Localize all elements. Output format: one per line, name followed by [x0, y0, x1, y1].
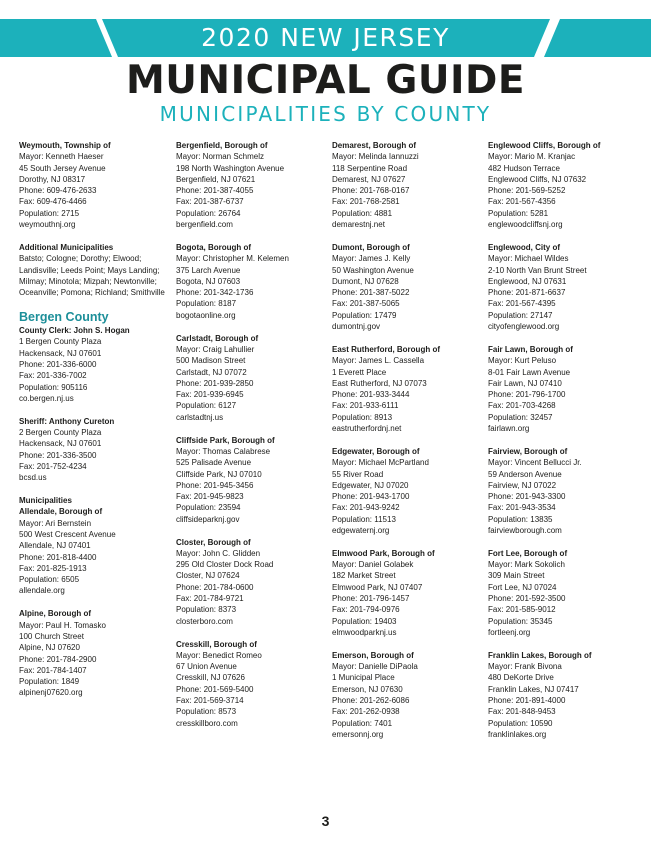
additional-municipalities-list: Batsto; Cologne; Dorothy; Elwood; Landisville; Leeds Point; Mays Landing; Milmay; Minotola; Mizpah; Newtonville; Oceanville; Pomona; Richland; Smithville	[19, 254, 165, 298]
entry-east-rutherford	[332, 344, 480, 434]
entry-line: Mayor: Michael Wildes	[488, 254, 569, 264]
entry-line: bergenfield.com	[176, 220, 233, 230]
entry-line: 67 Union Avenue	[176, 662, 237, 672]
entry-name: Cresskill, Borough of	[176, 639, 257, 649]
entry-line: Mayor: Craig Lahullier	[176, 344, 255, 354]
entry-line: Fax: 201-784-1407	[19, 665, 87, 675]
entry-line: Mayor: James J. Kelly	[332, 254, 411, 264]
entry-line: Fax: 201-387-5065	[332, 299, 400, 309]
entry-line: Fax: 201-703-4268	[488, 401, 556, 411]
entry-name: Englewood, City of	[488, 242, 560, 252]
entry-line: Fairview, NJ 07022	[488, 480, 557, 490]
entry-line: franklinlakes.org	[488, 729, 547, 739]
entry-line: Fax: 201-933-6111	[332, 401, 399, 411]
entry-line: Fax: 201-848-9453	[488, 707, 556, 717]
entry-line: Phone: 201-945-3456	[176, 480, 254, 490]
entry-line: Bogota, NJ 07603	[176, 276, 241, 286]
entry-franklin-lakes	[488, 650, 636, 740]
municipalities-heading-block	[19, 495, 167, 506]
entry-line: Mayor: Benedict Romeo	[176, 650, 262, 660]
entry-dumont	[332, 242, 480, 332]
entry-edgewater	[332, 446, 480, 536]
entry-line: Dumont, NJ 07628	[332, 276, 399, 286]
entry-bergenfield	[176, 140, 324, 230]
column-3	[332, 140, 480, 752]
entry-line: 482 Hudson Terrace	[488, 163, 560, 173]
entry-fairview	[488, 446, 636, 536]
entry-name: Edgewater, Borough of	[332, 446, 420, 456]
entry-line: cresskillboro.com	[176, 718, 238, 728]
entry-line: Population: 6127	[176, 401, 237, 411]
entry-line: Fax: 201-336-7002	[19, 371, 87, 381]
entry-line: Fax: 201-945-9823	[176, 492, 244, 502]
county-heading: Bergen County	[19, 310, 109, 325]
entry-bogota	[176, 242, 324, 321]
entry-name: Fort Lee, Borough of	[488, 548, 568, 558]
entry-line: 59 Anderson Avenue	[488, 469, 562, 479]
entry-name: Weymouth, Township of	[19, 141, 111, 150]
entry-line: Fax: 201-752-4234	[19, 461, 87, 471]
entry-cresskill	[176, 639, 324, 729]
entry-name: Demarest, Borough of	[332, 141, 417, 150]
municipalities-heading: Municipalities	[19, 496, 72, 506]
entry-line: allendale.org	[19, 586, 65, 596]
entry-line: dumontnj.gov	[332, 322, 381, 332]
entry-line: Phone: 201-871-6637	[488, 288, 566, 298]
entry-line: Mayor: Kenneth Haeser	[19, 152, 104, 162]
entry-sheriff	[19, 416, 167, 484]
entry-line: cityofenglewood.org	[488, 322, 560, 332]
entry-county-clerk	[19, 325, 167, 404]
entry-line: Fax: 201-939-6945	[176, 390, 244, 400]
entry-line: eastrutherfordnj.net	[332, 424, 402, 434]
entry-line: Phone: 201-387-4055	[176, 186, 254, 196]
entry-englewood-cliffs	[488, 140, 636, 230]
entry-line: carlstadtnj.us	[176, 412, 224, 422]
entry-line: Phone: 201-784-0600	[176, 582, 254, 592]
entry-name: Alpine, Borough of	[19, 609, 91, 619]
entry-line: edgewaternj.org	[332, 525, 390, 535]
entry-line: elmwoodparknj.us	[332, 627, 397, 637]
entry-line: Population: 32457	[488, 412, 553, 422]
entry-line: Fax: 201-768-2581	[332, 197, 400, 207]
entry-line: Population: 11513	[332, 514, 396, 524]
entry-line: englewoodcliffsnj.org	[488, 220, 563, 230]
entry-name: Elmwood Park, Borough of	[332, 548, 435, 558]
entry-line: Alpine, NJ 07620	[19, 643, 80, 653]
entry-line: Fax: 201-825-1913	[19, 563, 87, 573]
entry-weymouth	[19, 140, 167, 230]
entry-line: fairviewborough.com	[488, 525, 562, 535]
entry-line: Fax: 201-569-3714	[176, 696, 244, 706]
entry-line: Cresskill, NJ 07626	[176, 673, 245, 683]
entry-name: Fairview, Borough of	[488, 446, 568, 456]
entry-line: Population: 35345	[488, 616, 553, 626]
entry-name: Franklin Lakes, Borough of	[488, 650, 592, 660]
entry-name: Emerson, Borough of	[332, 650, 414, 660]
entry-line: Hackensack, NJ 07601	[19, 348, 102, 358]
entry-line: Mayor: James L. Cassella	[332, 356, 425, 366]
entry-line: 375 Larch Avenue	[176, 265, 241, 275]
entry-line: Closter, NJ 07624	[176, 571, 240, 581]
entry-line: bogotaonline.org	[176, 310, 236, 320]
entry-line: 525 Palisade Avenue	[176, 458, 252, 468]
entry-line: 50 Washington Avenue	[332, 265, 414, 275]
entry-name: Bergenfield, Borough of	[176, 141, 268, 150]
entry-line: Mayor: John C. Glidden	[176, 548, 261, 558]
entry-line: demarestnj.net	[332, 220, 385, 230]
entry-line: 1 Municipal Place	[332, 673, 395, 683]
entry-carlstadt	[176, 333, 324, 423]
entry-line: 118 Serpentine Road	[332, 163, 408, 173]
entry-line: Fax: 201-585-9012	[488, 605, 556, 615]
entry-line: Fax: 201-943-9242	[332, 503, 400, 513]
entry-line: Population: 26764	[176, 208, 241, 218]
entry-line: Phone: 609-476-2633	[19, 186, 97, 196]
entry-line: fortleenj.org	[488, 627, 531, 637]
entry-line: Allendale, NJ 07401	[19, 541, 91, 551]
entry-name: Englewood Cliffs, Borough of	[488, 141, 601, 150]
entry-line: Population: 13835	[488, 514, 553, 524]
entry-line: Mayor: Daniel Golabek	[332, 560, 414, 570]
entry-line: Phone: 201-939-2850	[176, 378, 254, 388]
entry-fort-lee	[488, 548, 636, 638]
entry-line: fairlawn.org	[488, 424, 530, 434]
entry-line: Population: 10590	[488, 718, 553, 728]
entry-line: Population: 4881	[332, 208, 393, 218]
entry-name: Carlstadt, Borough of	[176, 333, 259, 343]
entry-line: Englewood Cliffs, NJ 07632	[488, 174, 587, 184]
entry-line: Population: 7401	[332, 718, 393, 728]
entry-line: Fax: 201-794-0976	[332, 605, 400, 615]
entry-line: Fair Lawn, NJ 07410	[488, 378, 562, 388]
entry-name: Dumont, Borough of	[332, 242, 410, 252]
entry-line: 480 DeKorte Drive	[488, 673, 554, 683]
entry-line: Phone: 201-818-4400	[19, 552, 97, 562]
entry-line: Demarest, NJ 07627	[332, 174, 406, 184]
column-1	[19, 140, 167, 710]
entry-line: Mayor: Norman Schmelz	[176, 152, 265, 162]
entry-line: Carlstadt, NJ 07072	[176, 367, 247, 377]
additional-municipalities-heading: Additional Municipalities	[19, 242, 114, 252]
entry-line: Hackensack, NJ 07601	[19, 439, 102, 449]
entry-englewood	[488, 242, 636, 332]
entry-line: Phone: 201-784-2900	[19, 654, 97, 664]
entry-line: 55 River Road	[332, 469, 384, 479]
entry-line: Population: 19403	[332, 616, 397, 626]
entry-line: emersonnj.org	[332, 729, 384, 739]
entry-line: Population: 905116	[19, 382, 88, 392]
entry-line: Phone: 201-336-3500	[19, 450, 97, 460]
entry-line: Phone: 201-891-4000	[488, 696, 566, 706]
entry-line: 309 Main Street	[488, 571, 545, 581]
entry-line: Phone: 201-592-3500	[488, 594, 566, 604]
entry-line: alpinenj07620.org	[19, 688, 83, 698]
entry-name: Fair Lawn, Borough of	[488, 344, 573, 354]
column-4	[488, 140, 636, 752]
additional-municipalities	[19, 242, 167, 298]
entry-line: Mayor: Vincent Bellucci Jr.	[488, 458, 582, 468]
entry-line: 1 Everett Place	[332, 367, 387, 377]
entry-line: East Rutherford, NJ 07073	[332, 378, 427, 388]
entry-line: Phone: 201-336-6000	[19, 359, 97, 369]
entry-line: Mayor: Ari Bernstein	[19, 518, 92, 528]
entry-line: Phone: 201-387-5022	[332, 288, 410, 298]
entry-line: Mayor: Mario M. Kranjac	[488, 152, 576, 162]
entry-line: Population: 23594	[176, 503, 241, 513]
entry-line: Fort Lee, NJ 07024	[488, 582, 557, 592]
entry-emerson	[332, 650, 480, 740]
entry-name: East Rutherford, Borough of	[332, 344, 440, 354]
entry-line: Phone: 201-569-5400	[176, 684, 254, 694]
entry-line: Mayor: Frank Bivona	[488, 662, 562, 672]
entry-line: Population: 6505	[19, 575, 80, 585]
entry-line: Fax: 201-943-3534	[488, 503, 556, 513]
entry-alpine	[19, 608, 167, 698]
entry-fair-lawn	[488, 344, 636, 434]
entry-line: Population: 2715	[19, 208, 80, 218]
entry-line: Population: 8913	[332, 412, 393, 422]
entry-name: Allendale, Borough of	[19, 507, 103, 517]
entry-line: Edgewater, NJ 07020	[332, 480, 409, 490]
entry-line: Population: 8373	[176, 605, 237, 615]
entry-line: Population: 8573	[176, 707, 237, 717]
entry-line: closterboro.com	[176, 616, 233, 626]
entry-line: 500 West Crescent Avenue	[19, 529, 116, 539]
entry-line: Mayor: Paul H. Tomasko	[19, 620, 106, 630]
entry-line: Englewood, NJ 07631	[488, 276, 567, 286]
entry-name: Cliffside Park, Borough of	[176, 435, 275, 445]
entry-allendale	[19, 506, 167, 596]
entry-name: Closter, Borough of	[176, 537, 251, 547]
entry-demarest	[332, 140, 480, 230]
entry-line: 45 South Jersey Avenue	[19, 163, 106, 173]
entry-line: 198 North Washington Avenue	[176, 163, 285, 173]
entry-line: Population: 27147	[488, 310, 553, 320]
entry-name: Bogota, Borough of	[176, 242, 252, 252]
entry-line: Fax: 201-567-4395	[488, 299, 556, 309]
entry-line: 500 Madison Street	[176, 356, 246, 366]
entry-line: bcsd.us	[19, 473, 47, 483]
subtitle: MUNICIPALITIES BY COUNTY	[159, 102, 492, 126]
entry-line: 295 Old Closter Dock Road	[176, 560, 274, 570]
entry-cliffside-park	[176, 435, 324, 525]
column-2	[176, 140, 324, 741]
entry-line: Mayor: Danielle DiPaola	[332, 662, 418, 672]
entry-closter	[176, 537, 324, 627]
entry-line: Mayor: Mark Sokolich	[488, 560, 565, 570]
entry-line: Mayor: Michael McPartland	[332, 458, 429, 468]
entry-name: County Clerk: John S. Hogan	[19, 326, 130, 336]
page-number: 3	[321, 813, 330, 829]
entry-line: Mayor: Thomas Calabrese	[176, 446, 271, 456]
entry-line: Bergenfield, NJ 07621	[176, 174, 256, 184]
entry-line: Fax: 609-476-4466	[19, 197, 87, 207]
entry-line: 2 Bergen County Plaza	[19, 428, 102, 438]
entry-line: 2-10 North Van Brunt Street	[488, 265, 587, 275]
entry-line: Phone: 201-943-3300	[488, 492, 566, 502]
entry-line: Fax: 201-567-4356	[488, 197, 556, 207]
entry-line: Fax: 201-387-6737	[176, 197, 244, 207]
main-title: MUNICIPAL GUIDE	[125, 58, 526, 103]
entry-line: co.bergen.nj.us	[19, 393, 74, 403]
entry-line: Population: 5281	[488, 208, 549, 218]
entry-line: Population: 8187	[176, 299, 237, 309]
entry-line: Cliffside Park, NJ 07010	[176, 469, 262, 479]
entry-line: Phone: 201-933-3444	[332, 390, 410, 400]
entry-line: Fax: 201-262-0938	[332, 707, 400, 717]
entry-line: Population: 1849	[19, 677, 80, 687]
entry-line: Mayor: Melinda Iannuzzi	[332, 152, 419, 162]
header-banner	[0, 19, 651, 57]
entry-line: 8-01 Fair Lawn Avenue	[488, 367, 571, 377]
entry-line: 1 Bergen County Plaza	[19, 337, 102, 347]
entry-elmwood-park	[332, 548, 480, 638]
entry-line: Phone: 201-262-6086	[332, 696, 410, 706]
entry-line: Phone: 201-943-1700	[332, 492, 410, 502]
entry-line: cliffsideparknj.gov	[176, 514, 240, 524]
entry-name: Sheriff: Anthony Cureton	[19, 416, 115, 426]
entry-line: 182 Market Street	[332, 571, 396, 581]
entry-line: Phone: 201-768-0167	[332, 186, 410, 196]
entry-line: Phone: 201-569-5252	[488, 186, 566, 196]
entry-line: Phone: 201-796-1457	[332, 594, 410, 604]
entry-line: weymouthnj.org	[19, 220, 76, 230]
entry-line: Fax: 201-784-9721	[176, 594, 244, 604]
banner-title: 2020 NEW JERSEY	[201, 23, 450, 52]
entry-line: Dorothy, NJ 08317	[19, 174, 86, 184]
entry-line: Phone: 201-796-1700	[488, 390, 566, 400]
entry-line: Mayor: Christopher M. Kelemen	[176, 254, 289, 264]
entry-line: Phone: 201-342-1736	[176, 288, 254, 298]
entry-line: Elmwood Park, NJ 07407	[332, 582, 423, 592]
entry-line: Mayor: Kurt Peluso	[488, 356, 557, 366]
entry-line: Franklin Lakes, NJ 07417	[488, 684, 579, 694]
entry-line: Emerson, NJ 07630	[332, 684, 403, 694]
entry-line: 100 Church Street	[19, 631, 84, 641]
entry-line: Population: 17479	[332, 310, 397, 320]
